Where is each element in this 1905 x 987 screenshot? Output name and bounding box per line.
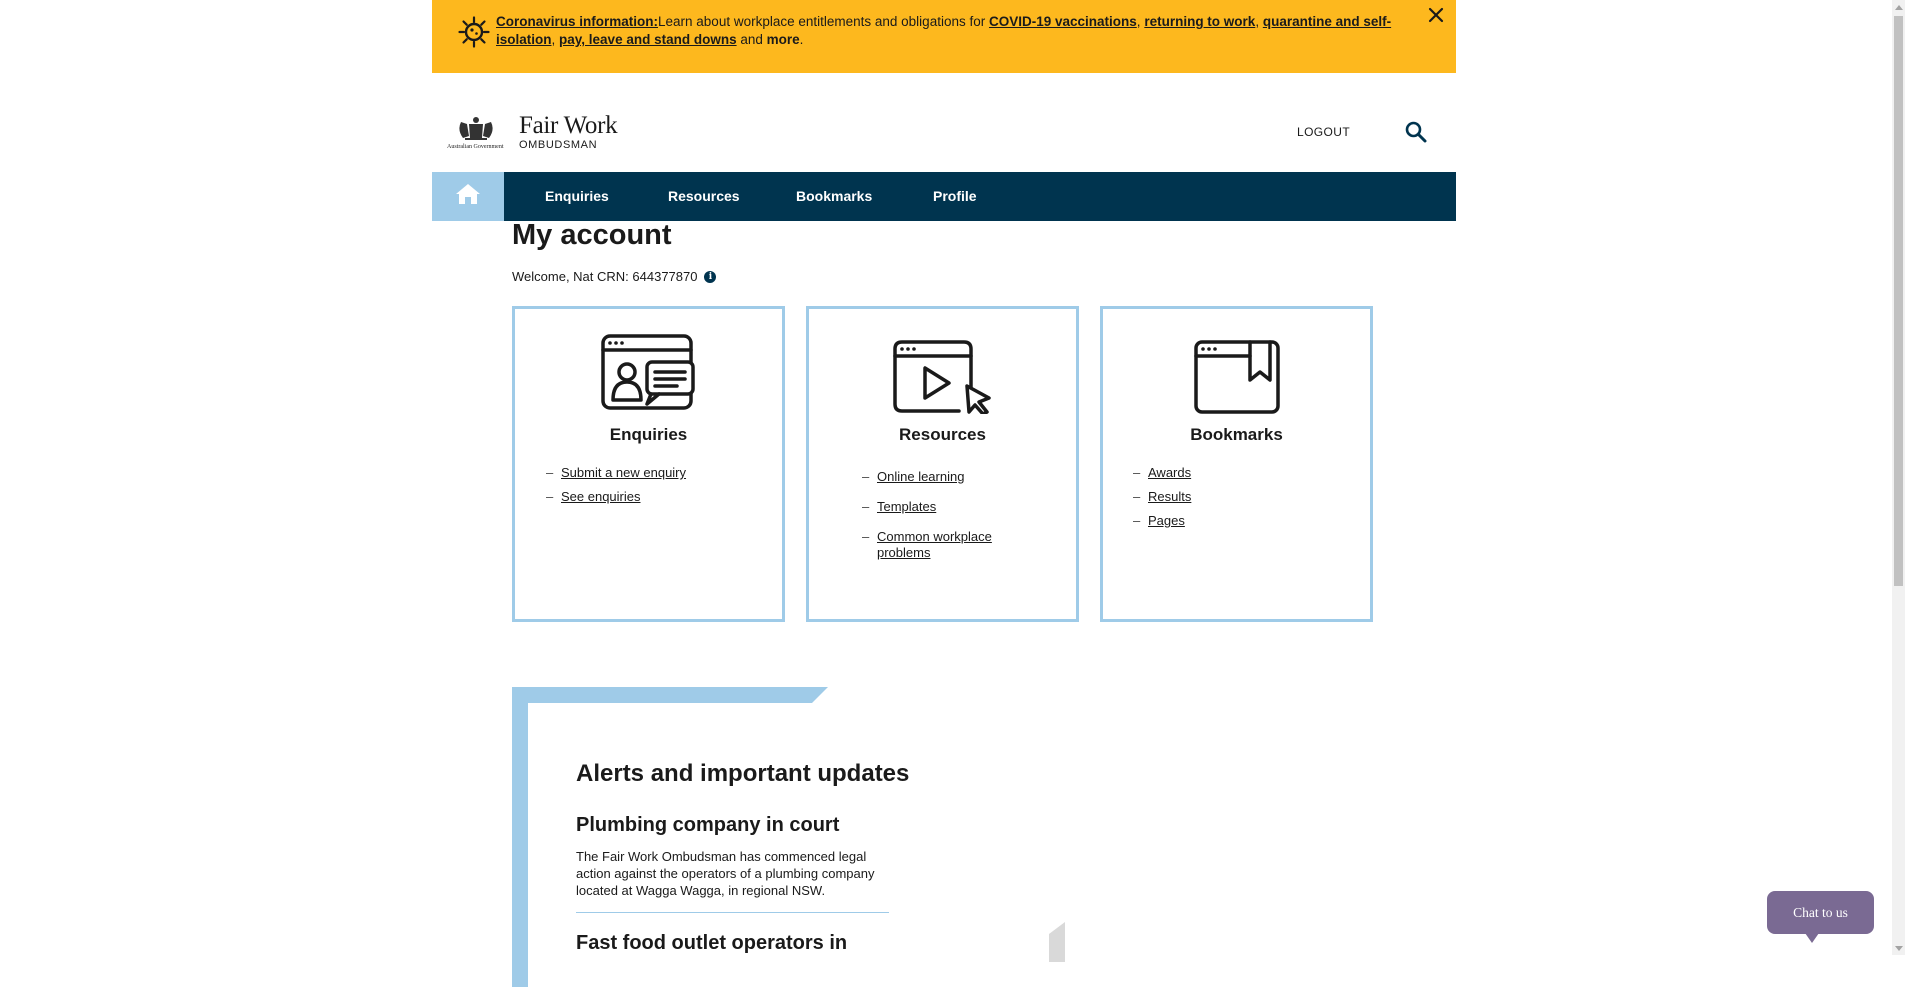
nav-profile[interactable]: Profile <box>933 188 977 204</box>
scroll-up-icon[interactable] <box>1892 0 1905 14</box>
banner-sep: , <box>1255 14 1263 29</box>
list-item <box>862 499 1012 515</box>
common-workplace-problems-link[interactable]: Common workplace problems <box>877 529 992 560</box>
list-item <box>862 529 1012 561</box>
list-item <box>1133 465 1191 481</box>
see-enquiries-link[interactable]: See enquiries <box>561 489 641 504</box>
nav-enquiries[interactable]: Enquiries <box>545 188 609 204</box>
banner-sep: , <box>551 32 560 47</box>
scroll-thumb[interactable] <box>1894 16 1903 586</box>
divider <box>576 912 889 913</box>
banner-sep: , <box>1136 14 1145 29</box>
card-enquiries <box>512 306 785 622</box>
scroll-down-icon[interactable] <box>1892 941 1905 955</box>
card-title: Resources <box>899 425 986 444</box>
home-icon <box>455 183 481 210</box>
welcome-line <box>512 269 716 284</box>
card-title: Bookmarks <box>1190 425 1283 444</box>
card-bookmarks <box>1100 306 1373 622</box>
list-item <box>546 489 686 505</box>
bookmark-icon <box>1103 340 1370 414</box>
bookmarks-links <box>1133 465 1191 529</box>
banner-period: . <box>799 32 804 47</box>
video-play-icon <box>809 340 1076 414</box>
brand-name: Fair Work <box>519 112 618 139</box>
crest-caption: Australian Government <box>447 144 504 150</box>
enquiry-icon <box>515 334 782 412</box>
covid-alert-banner <box>432 0 1456 73</box>
pages-link[interactable]: Pages <box>1148 513 1185 528</box>
online-learning-link[interactable]: Online learning <box>877 469 965 484</box>
chat-button[interactable]: Chat to us <box>1767 891 1874 934</box>
brand <box>519 114 617 151</box>
results-link[interactable]: Results <box>1148 489 1192 504</box>
brand-subtitle: OMBUDSMAN <box>519 139 598 151</box>
card-title: Enquiries <box>609 425 688 444</box>
list-item <box>1133 489 1191 505</box>
close-icon[interactable] <box>1425 4 1447 26</box>
nav-home[interactable] <box>432 172 504 221</box>
banner-and: and <box>736 32 767 47</box>
alerts-title: Alerts and important updates <box>576 760 910 787</box>
news-heading[interactable]: Plumbing company in court <box>576 814 840 836</box>
banner-heading-link[interactable]: Coronavirus information: <box>496 14 659 29</box>
submit-enquiry-link[interactable]: Submit a new enquiry <box>561 465 687 480</box>
banner-link-returning[interactable]: returning to work <box>1144 14 1256 29</box>
main-nav <box>432 172 1456 221</box>
vertical-scrollbar[interactable] <box>1892 0 1905 955</box>
banner-link-pay-leave[interactable]: pay, leave and stand downs <box>559 32 737 47</box>
news-body: The Fair Work Ombudsman has commenced legal action against the operators of a plumbing company located at Wagga Wagga, in regional NSW. <box>576 849 875 898</box>
resources-links <box>862 469 1012 561</box>
banner-more[interactable]: more <box>766 32 800 47</box>
banner-link-vaccinations[interactable]: COVID-19 vaccinations <box>988 14 1137 29</box>
awards-link[interactable]: Awards <box>1148 465 1192 480</box>
search-icon[interactable] <box>1404 120 1428 144</box>
list-item <box>862 469 1012 485</box>
nav-bookmarks[interactable]: Bookmarks <box>796 188 873 204</box>
templates-link[interactable]: Templates <box>877 499 937 514</box>
news-heading[interactable]: Fast food outlet operators in <box>576 932 848 954</box>
banner-intro: Learn about workplace entitlements and obligations for <box>658 14 989 29</box>
info-icon[interactable]: i <box>704 271 716 283</box>
page-title: My account <box>512 219 672 251</box>
welcome-text: Welcome, Nat CRN: 644377870 <box>512 269 698 284</box>
list-item <box>1133 513 1191 529</box>
card-resources <box>806 306 1079 622</box>
frame-left-bar <box>512 687 528 987</box>
banner-link-quarantine[interactable]: quarantine and self-isolation <box>496 14 1392 47</box>
enquiries-links <box>546 465 686 505</box>
banner-text <box>496 13 1416 49</box>
list-item <box>546 465 686 481</box>
decorative-shape <box>1049 922 1065 962</box>
logout-link[interactable]: LOGOUT <box>1297 125 1351 139</box>
fair-work-logo[interactable] <box>447 114 617 152</box>
crest-logo <box>447 114 505 152</box>
virus-icon <box>458 16 490 53</box>
nav-resources[interactable]: Resources <box>668 188 740 204</box>
frame-top-bar <box>512 687 828 703</box>
